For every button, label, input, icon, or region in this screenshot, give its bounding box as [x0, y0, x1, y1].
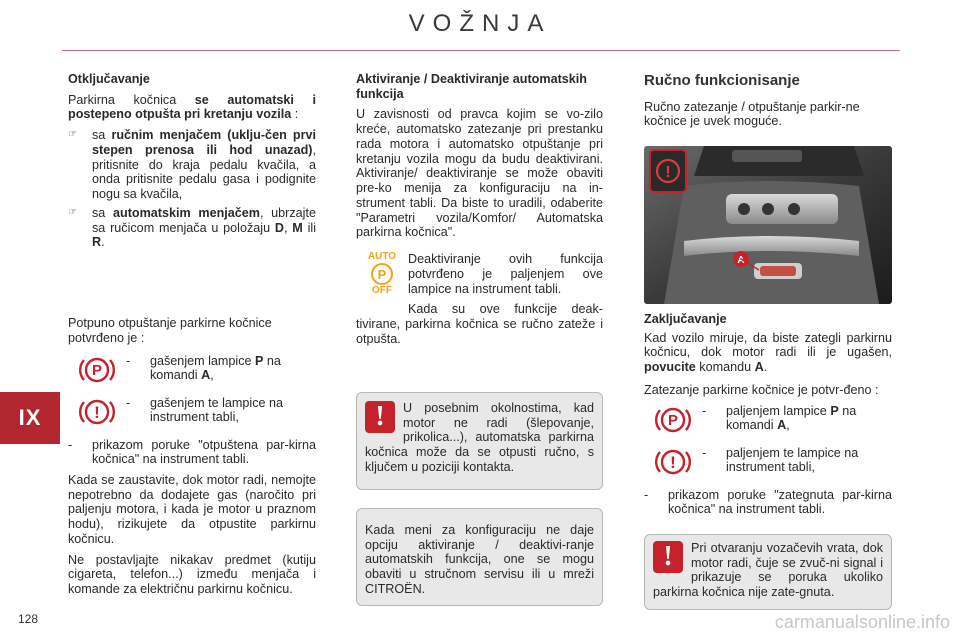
auto-p-off-icon: AUTO P OFF — [367, 251, 397, 297]
parking-brake-p-icon — [654, 404, 692, 436]
svg-text:!: ! — [665, 164, 671, 181]
confirm-item-lamp-off: P - gašenjem lampice P na komandi A, — [68, 354, 316, 386]
brake-warning-icon — [654, 446, 692, 478]
console-photo — [644, 146, 892, 304]
paragraph-objects: Ne postavljajte nikakav predmet (kutiju cigareta, telefon...) između menjača i komande za električnu parkirnu kočnicu. — [68, 552, 316, 597]
warning-exclamation-icon: ! — [365, 401, 395, 433]
brake-warning-icon — [78, 396, 116, 428]
info-box-config: Kada meni za konfiguraciju ne daje opciju aktiviranje / deaktivi-ranje automatskih funkcija, one se mogu obaviti u stručnom servisu ili u mreži CITROËN. — [356, 508, 603, 606]
column-auto-functions — [356, 72, 603, 354]
parking-brake-p-icon — [78, 354, 116, 386]
warning-box-towing: ! U posebnim okolnostima, kad motor ne radi (šlepovanje, prikolica...), automatska parkirna kočnica može da se otpusti ručno, s ključem u poziciji kontakta. — [356, 392, 603, 490]
paragraph-locking: Kad vozilo miruje, da biste zategli parkirnu kočnicu, dok motor radi ili je ugašen, povucite komandu A. — [644, 330, 892, 375]
page-number: 128 — [18, 612, 39, 626]
paragraph-deactivation: Deaktiviranje ovih funkcija potvrđeno je paljenjem ove lampice na instrument tabli. — [408, 252, 603, 296]
control-a-label: A — [737, 255, 745, 266]
paragraph-intro: Parkirna kočnica se automatski i postepeno otpušta pri kretanju vozila : — [68, 92, 316, 122]
confirm-item-dash-lamp: ! - gašenjem te lampice na instrument tabli, — [68, 396, 316, 428]
column-unlocking — [68, 72, 316, 605]
heading-locking: Zaključavanje — [644, 312, 727, 326]
paragraph-manual: Ručno zatezanje / otpuštanje parkir-ne kočnice je uvek moguće. — [644, 99, 860, 129]
lock-item-message: - prikazom poruke "zategnuta par-kirna kočnica" na instrument tabli. — [644, 487, 892, 517]
list-item-automatic: ☞ sa automatskim menjačem, ubrzajte sa ručicom menjača u položaju D, M ili R. — [68, 205, 316, 250]
paragraph-stationary: Kada se zaustavite, dok motor radi, nemojte nepotrebno da dodajete gas (naročito pri paljenju motora, i kada je motor u praznom hodu), rizikujete da otpustite parkirnu kočnicu. — [68, 473, 316, 546]
paragraph-lock-confirm: Zatezanje parkirne kočnice je potvr-đeno : — [644, 382, 879, 397]
svg-text:P: P — [91, 361, 103, 379]
auto-off-block — [356, 252, 603, 302]
pointer-icon: ☞ — [68, 206, 77, 218]
paragraph-auto-functions: U zavisnosti od pravca kojim se vo-zilo kreće, automatsko zatezanje pri prestanku rada motora i automatsko otpuštanje pri kretanju vozila mogu da budu deaktivirani. Aktiviranje/ deaktiviranje se može obaviti pre-ko menija za konfiguraciju na in-strument tabli. Da biste to uradili, odaberite "Parametri vozila/Komfor/ Automatska parkirna kočnica". — [356, 107, 603, 240]
chapter-tab[interactable]: IX — [0, 392, 60, 444]
title-divider — [62, 50, 900, 51]
list-item-manual: ☞ sa ručnim menjačem (uklju-čen prvi stepen prenosa ili hod unazad), pritisnite do kraja pedalu kvačila, a onda pritisnite pedalu gasa i podignite nogu sa kvačila, — [68, 128, 316, 202]
svg-text:!: ! — [670, 452, 676, 472]
warning-box-door: ! Pri otvaranju vozačevih vrata, dok motor radi, čuje se zvuč-ni signal i prikazuje se poruka ukoliko parkirna kočnica nije zate-gnuta. — [644, 534, 892, 610]
lock-item-dash-lamp: ! - paljenjem te lampice na instrument tabli, — [644, 446, 892, 478]
svg-text:!: ! — [94, 402, 100, 422]
column-manual — [644, 72, 892, 137]
page-title: VOŽNJA — [408, 10, 552, 37]
lock-item-lamp-on: P - paljenjem lampice P na komandi A, — [644, 404, 892, 436]
confirm-item-message: - prikazom poruke "otpuštena par-kirna kočnica" na instrument tabli. — [68, 437, 316, 467]
paragraph-manual-mode: Kada su ove funkcije deak-tivirane, parkirna kočnica se ručno zateže i otpušta. — [356, 302, 603, 346]
heading-manual: Ručno funkcionisanje — [644, 72, 800, 89]
watermark: carmanualsonline.info — [774, 612, 950, 632]
heading-auto-functions: Aktiviranje / Deaktiviranje automatskih funkcija — [356, 72, 587, 101]
pointer-icon: ☞ — [68, 129, 77, 141]
warning-exclamation-icon: ! — [653, 541, 683, 573]
column-locking — [644, 312, 892, 517]
heading-unlocking: Otključavanje — [68, 72, 150, 86]
svg-text:P: P — [667, 411, 679, 429]
paragraph-release-confirm: Potpuno otpuštanje parkirne kočnice potvrđeno je : — [68, 316, 272, 345]
